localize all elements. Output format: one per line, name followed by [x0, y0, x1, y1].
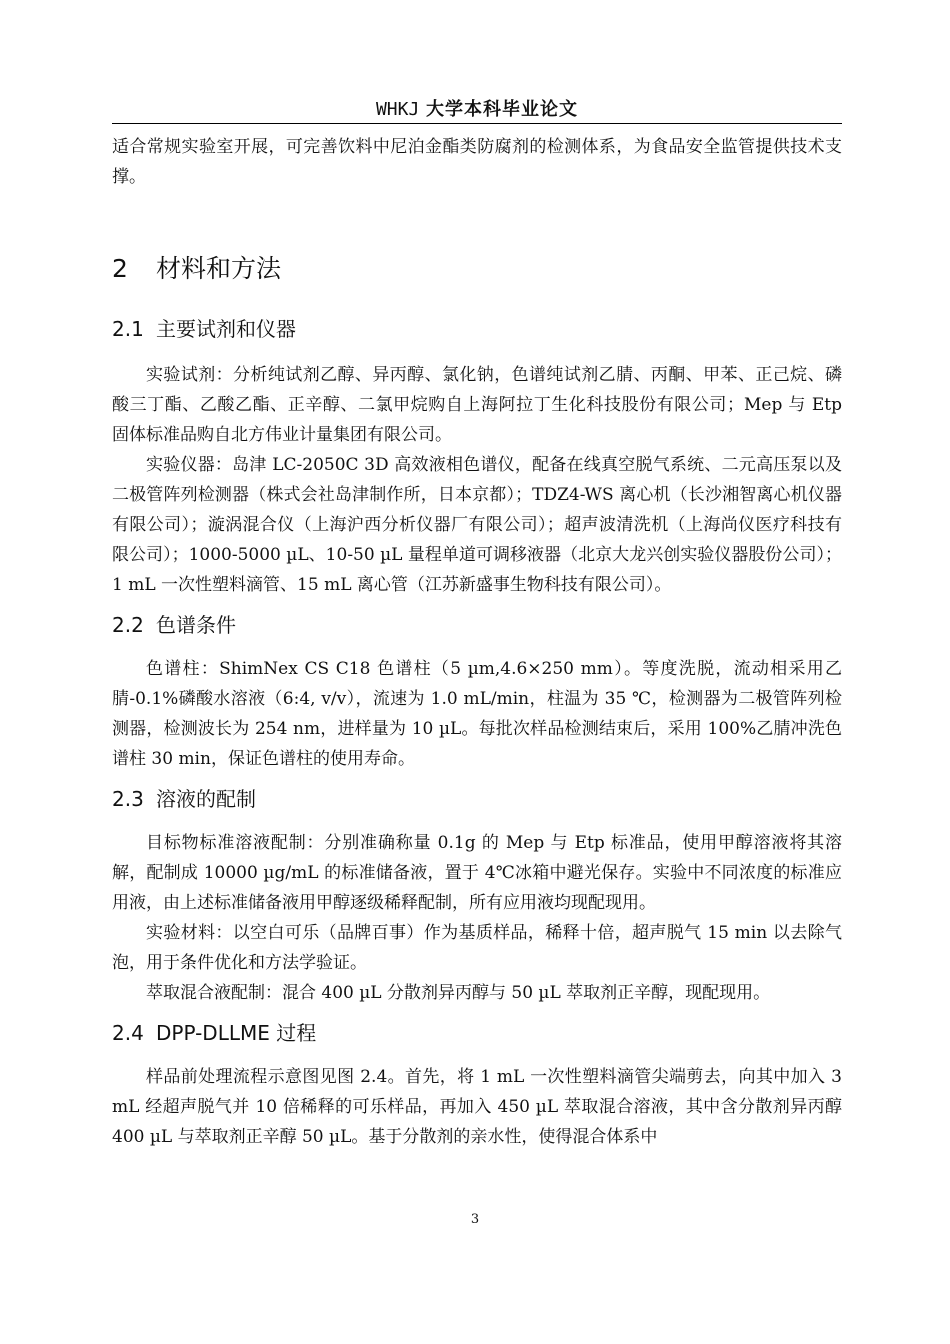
header-abbrev: WHKJ	[375, 99, 420, 120]
section-number: 2.1	[112, 317, 144, 341]
section-title: 色谱条件	[156, 613, 236, 637]
chapter-heading	[112, 252, 842, 286]
section-heading-2-3	[112, 784, 842, 814]
section-number: 2.3	[112, 787, 144, 811]
paragraph-materials: 实验材料：以空白可乐（品牌百事）作为基质样品，稀释十倍，超声脱气 15 min 以去除气泡，用于条件优化和方法学验证。	[112, 923, 842, 973]
chapter-title: 材料和方法	[156, 254, 282, 283]
header-title: 大学本科毕业论文	[426, 99, 579, 120]
paragraph-reagents: 实验试剂：分析纯试剂乙醇、异丙醇、氯化钠，色谱纯试剂乙腈、丙酮、甲苯、正己烷、磷酸三丁酯、乙酸乙酯、正辛醇、二氯甲烷购自上海阿拉丁生化科技股份有限公司；Mep 与 Etp 固体标准品购自北方伟业计量集团有限公司。	[112, 365, 842, 445]
intro-tail-paragraph: 适合常规实验室开展，可完善饮料中尼泊金酯类防腐剂的检测体系，为食品安全监管提供技术支撑。	[112, 137, 842, 187]
section-title: 主要试剂和仪器	[156, 317, 296, 341]
page-number: 3	[470, 1212, 480, 1227]
section-title: DPP-DLLME 过程	[156, 1021, 317, 1045]
paragraph-standard-solution: 目标物标准溶液配制：分别准确称量 0.1g 的 Mep 与 Etp 标准品，使用甲醇溶液将其溶解，配制成 10000 µg/mL 的标准储备液，置于 4℃冰箱中避光保存。实验中不同浓度的标准应用液，由上述标准储备液用甲醇逐级稀释配制，所有应用液均现配现用。	[112, 833, 843, 913]
section-heading-2-2	[112, 610, 842, 640]
header-rule	[112, 123, 842, 124]
paragraph-chromatography: 色谱柱：ShimNex CS C18 色谱柱（5 µm,4.6×250 mm）。等度洗脱，流动相采用乙腈-0.1%磷酸水溶液（6:4, v/v），流速为 1.0 mL/min，柱温为 35 ℃，检测器为二极管阵列检测器，检测波长为 254 nm，进样量为 10 µL。每批次样品检测结束后，采用 100%乙腈冲洗色谱柱 30 min，保证色谱柱的使用寿命。	[112, 659, 842, 769]
section-heading-2-1	[112, 314, 842, 344]
paragraph-instruments: 实验仪器：岛津 LC-2050C 3D 高效液相色谱仪，配备在线真空脱气系统、二元高压泵以及二极管阵列检测器（株式会社岛津制作所，日本京都）；TDZ4-WS 离心机（长沙湘智离心机仪器有限公司）；漩涡混合仪（上海沪西分析仪器厂有限公司）；超声波清洗机（上海尚仪医疗科技有限公司）；1000-5000 µL、10-50 µL 量程单道可调移液器（北京大龙兴创实验仪器股份公司）；1 mL 一次性塑料滴管、15 mL 离心管（江苏新盛事生物科技有限公司）。	[112, 455, 842, 595]
section-number: 2.4	[112, 1021, 144, 1045]
chapter-number: 2	[112, 254, 128, 283]
section-title: 溶液的配制	[156, 787, 256, 811]
body-content	[112, 132, 842, 1152]
paragraph-extraction-mix: 萃取混合液配制：混合 400 µL 分散剂异丙醇与 50 µL 萃取剂正辛醇，现配现用。	[146, 983, 771, 1003]
paragraph-dpp-dllme: 样品前处理流程示意图见图 2.4。首先，将 1 mL 一次性塑料滴管尖端剪去，向其中加入 3 mL 经超声脱气并 10 倍稀释的可乐样品，再加入 450 µL 萃取混合溶液，其中含分散剂异丙醇 400 µL 与萃取剂正辛醇 50 µL。基于分散剂的亲水性，使得混合体系中	[112, 1067, 842, 1147]
section-heading-2-4	[112, 1018, 842, 1048]
running-header	[112, 95, 842, 121]
section-number: 2.2	[112, 613, 144, 637]
